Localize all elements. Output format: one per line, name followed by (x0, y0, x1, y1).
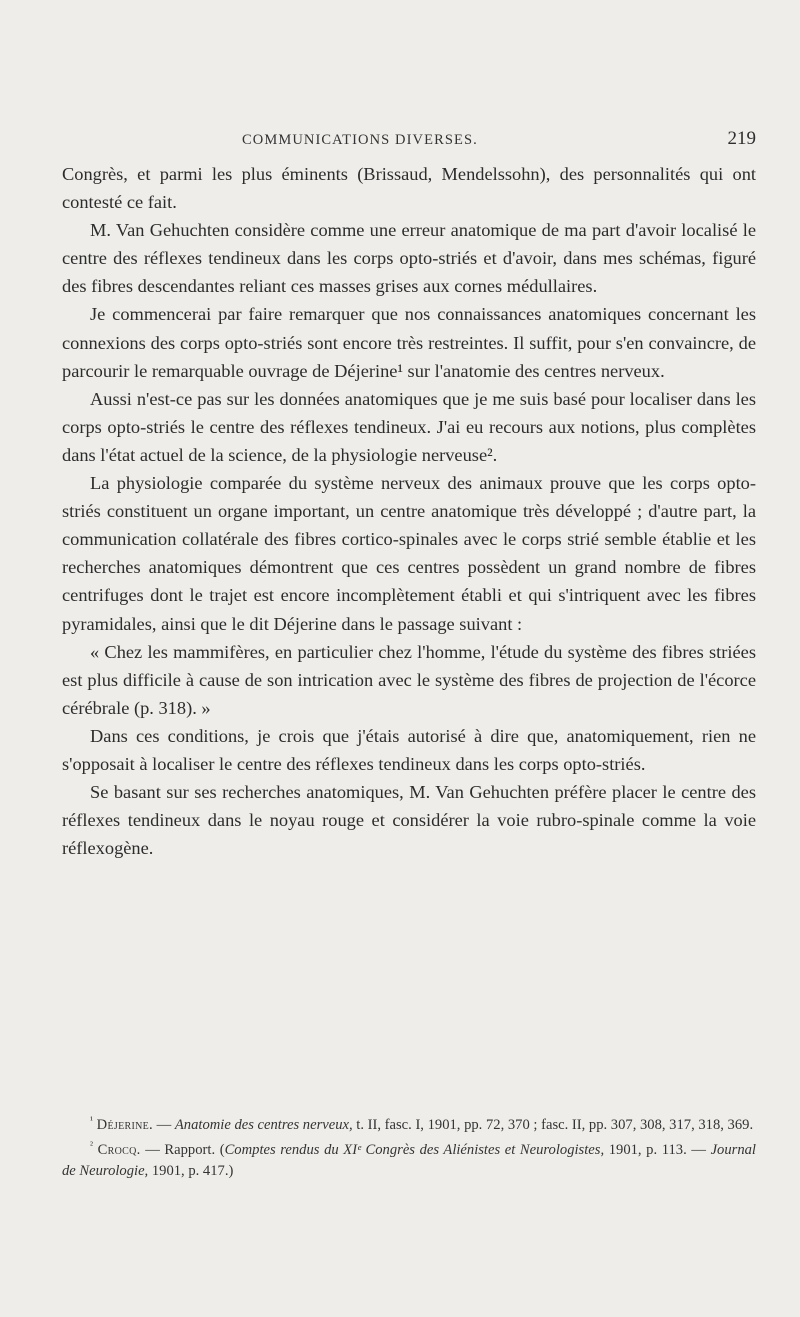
paragraph: La physiologie comparée du système nerveux des animaux prouve que les corps opto-striés constituent un organe important, un centre anatomique très développé ; d'autre part, la communication collatérale des fibres cortico-spinales avec le corps strié semble établie et les recherches anatomiques démontrent que ces centres possèdent un grand nombre de fibres centrifuges dont le trajet est encore incomplètement établi et qui s'intriquent avec les fibres pyramidales, ainsi que le dit Déjerine dans le passage suivant : (62, 473, 756, 634)
footnote-author: Crocq. (97, 1141, 141, 1158)
footnote-title: Anatomie des centres nerveux, (174, 1117, 353, 1133)
footnote-title: Comptes rendus du XIᵉ Congrès des Aliénistes et Neurologistes, (224, 1141, 605, 1158)
footnote-2 (62, 1140, 756, 1183)
paragraph: Aussi n'est-ce pas sur les données anatomiques que je me suis basé pour localiser dans les corps opto-striés le centre des réflexes tendineux. J'ai eu recours aux notions, plus complètes dans l'état actuel de la science, de la physiologie nerveuse². (62, 388, 756, 465)
page-number: 219 (727, 128, 756, 149)
footnote-author: Déjerine. (96, 1117, 153, 1133)
footnote-marker: ² (90, 1139, 93, 1151)
footnote-journal-title: Journal de Neurologie, (62, 1141, 756, 1179)
footnote-text: 1901, p. 113. — (604, 1141, 711, 1158)
paragraph: Je commencerai par faire remarquer que nos connaissances anatomiques concernant les connexions des corps opto-striés sont encore très restreintes. Il suffit, pour s'en convaincre, de parcourir le remarquable ouvrage de Déjerine¹ sur l'anatomie des centres nerveux. (62, 304, 756, 381)
quotation-paragraph: « Chez les mammifères, en particulier chez l'homme, l'étude du système des fibres striées est plus difficile à cause de son intrication avec le système des fibres de projection de l'écorce cérébrale (p. 318). » (62, 641, 756, 718)
paragraph: Congrès, et parmi les plus éminents (Brissaud, Mendelssohn), des personnalités qui ont contesté ce fait. (62, 164, 756, 213)
page-header (62, 128, 756, 152)
paragraph: M. Van Gehuchten considère comme une erreur anatomique de ma part d'avoir localisé le centre des réflexes tendineux dans les corps opto-striés et d'avoir, dans mes schémas, figuré des fibres descendantes reliant ces masses grises aux cornes médullaires. (62, 220, 756, 297)
body-text (62, 160, 756, 862)
footnote-1 (62, 1115, 756, 1137)
footnote-marker: ¹ (90, 1115, 93, 1127)
footnote-text: 1901, p. 417.) (148, 1163, 234, 1179)
footnotes (62, 1115, 756, 1183)
footnote-text: t. II, fasc. I, 1901, pp. 72, 370 ; fasc. II, pp. 307, 308, 317, 318, 369. (352, 1117, 754, 1133)
running-title: COMMUNICATIONS DIVERSES. (242, 132, 478, 148)
paragraph: Se basant sur ses recherches anatomiques, M. Van Gehuchten préfère placer le centre des réflexes tendineux dans le noyau rouge et considérer la voie rubro-spinale comme la voie réflexogène. (62, 782, 756, 859)
paragraph: Dans ces conditions, je crois que j'étais autorisé à dire que, anatomiquement, rien ne s'opposait à localiser le centre des réflexes tendineux dans les corps opto-striés. (62, 725, 756, 774)
footnote-text: — Rapport. ( (140, 1141, 225, 1158)
footnote-text: — (152, 1117, 175, 1133)
